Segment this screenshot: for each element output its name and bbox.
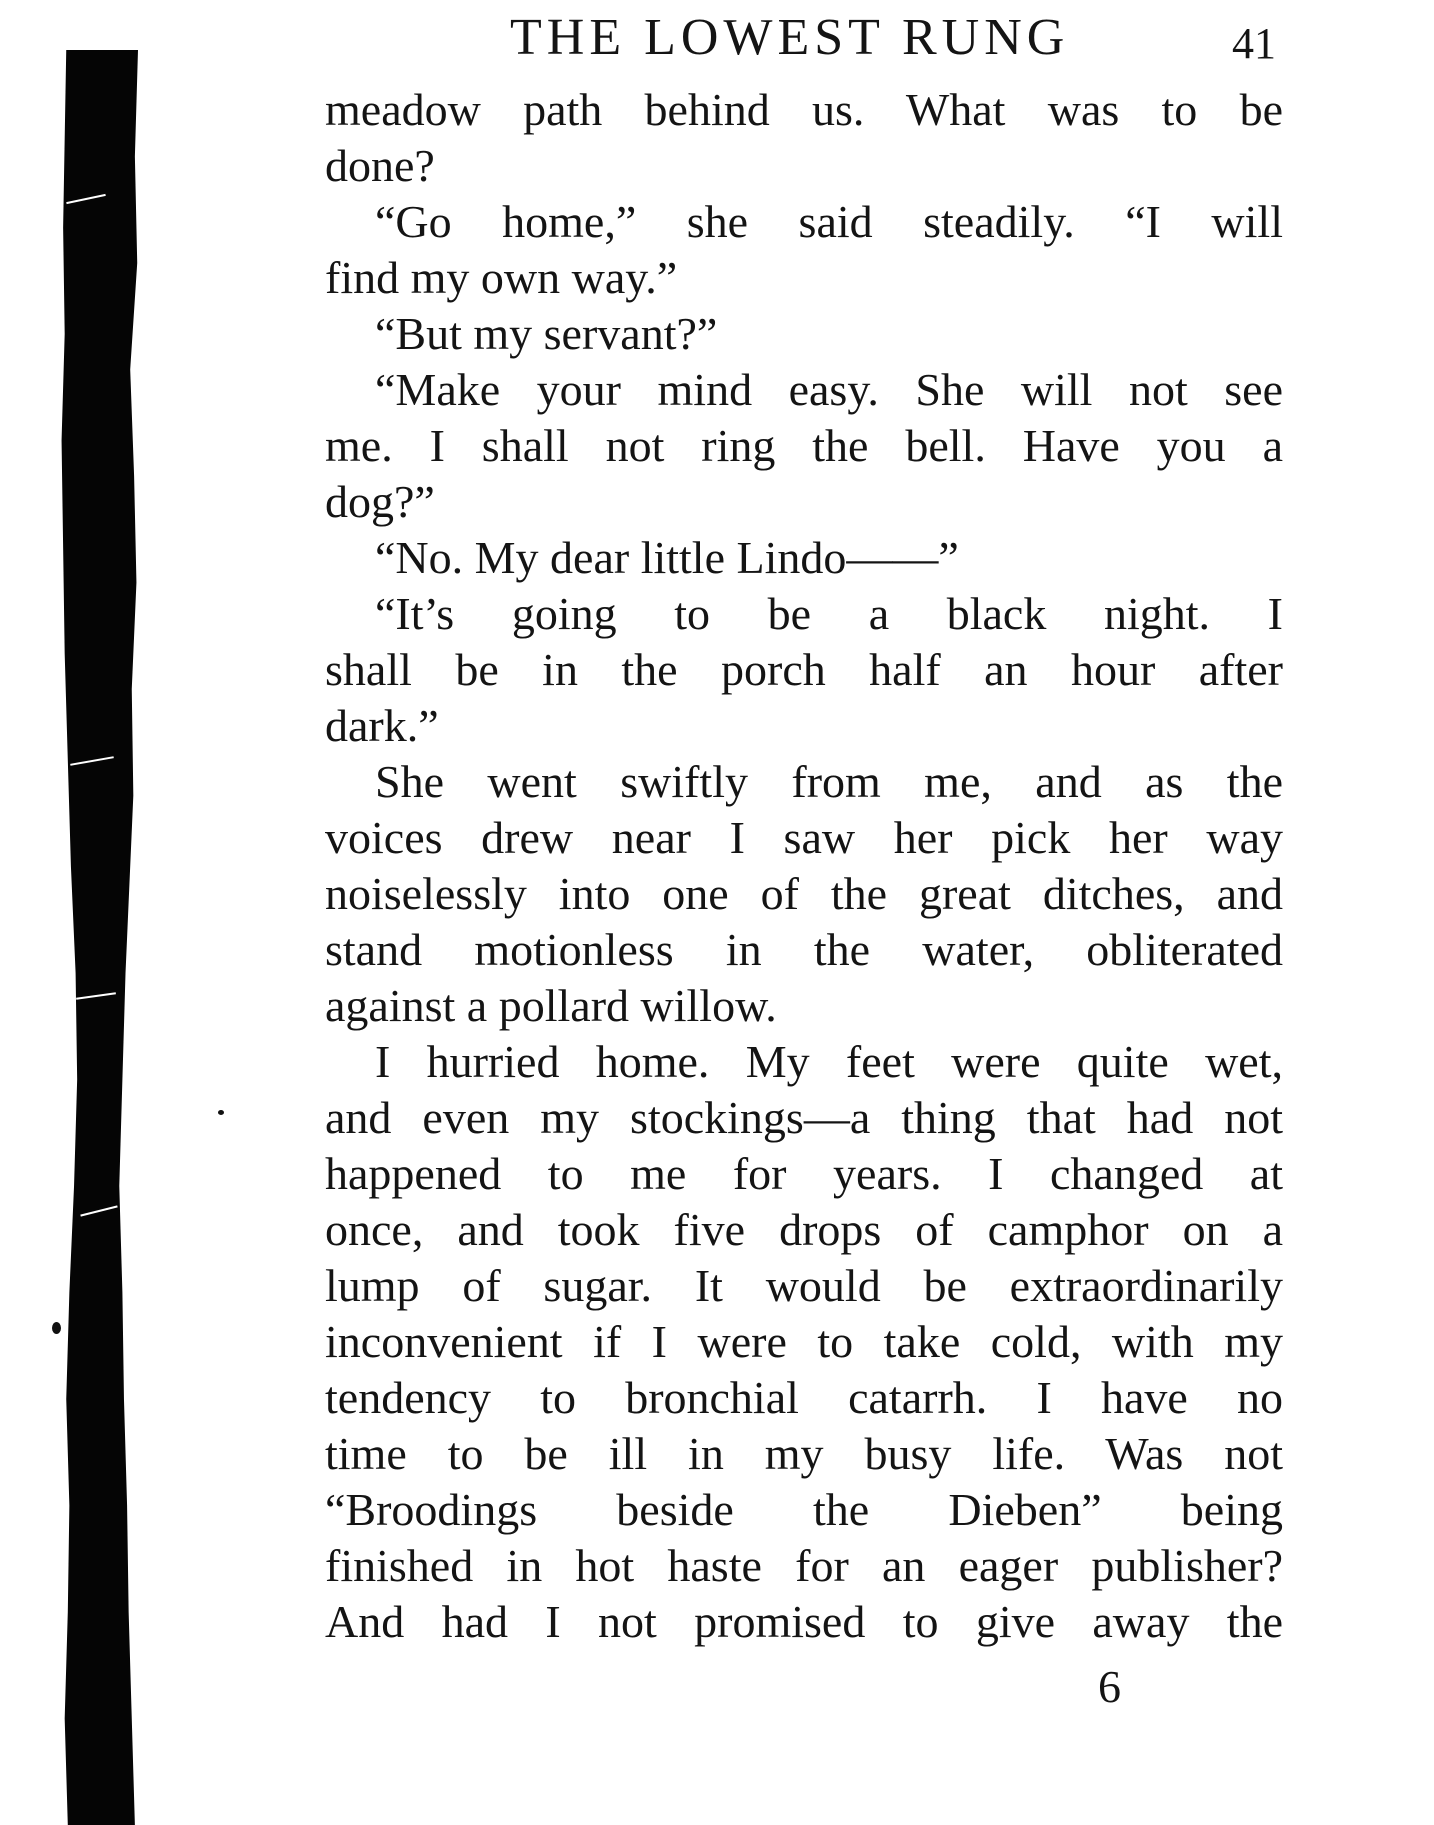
text-line: “Broodings beside the Dieben” being <box>325 1484 1283 1535</box>
text-line: noiselessly into one of the great ditches, and <box>325 868 1283 919</box>
page-number: 41 <box>1232 19 1276 68</box>
text-line: meadow path behind us. What was to be <box>325 84 1283 135</box>
text-line: lump of sugar. It would be extraordinarily <box>325 1260 1283 1311</box>
text-line: shall be in the porch half an hour after <box>325 644 1283 695</box>
text-line: “But my servant?” <box>375 308 718 359</box>
running-title: THE LOWEST RUNG <box>510 9 1070 66</box>
text-line: done? <box>325 140 435 191</box>
text-line: finished in hot haste for an eager publisher? <box>325 1540 1283 1591</box>
binding-shadow <box>60 50 138 1825</box>
text-line: “Go home,” she said steadily. “I will <box>375 196 1283 247</box>
text-line: I hurried home. My feet were quite wet, <box>375 1036 1283 1087</box>
text-line: time to be ill in my busy life. Was not <box>325 1428 1283 1479</box>
signature-mark: 6 <box>1098 1661 1121 1712</box>
text-line: voices drew near I saw her pick her way <box>325 812 1283 863</box>
ink-speck <box>52 1322 61 1334</box>
text-line: And had I not promised to give away the <box>325 1596 1283 1647</box>
text-line: inconvenient if I were to take cold, with my <box>325 1316 1283 1367</box>
text-line: and even my stockings—a thing that had not <box>325 1092 1283 1143</box>
text-line: find my own way.” <box>325 252 678 303</box>
text-line: against a pollard willow. <box>325 980 777 1031</box>
text-line: me. I shall not ring the bell. Have you a <box>325 420 1283 471</box>
text-line: “Make your mind easy. She will not see <box>375 364 1283 415</box>
text-line: dark.” <box>325 700 439 751</box>
text-line: “No. My dear little Lindo——” <box>375 532 959 583</box>
text-line: dog?” <box>325 476 435 527</box>
text-line: happened to me for years. I changed at <box>325 1148 1283 1199</box>
body-text <box>325 82 1283 1650</box>
text-line: once, and took five drops of camphor on a <box>325 1204 1283 1255</box>
text-line: stand motionless in the water, obliterated <box>325 924 1283 975</box>
text-line: “It’s going to be a black night. I <box>375 588 1283 639</box>
text-line: She went swiftly from me, and as the <box>375 756 1283 807</box>
text-line: tendency to bronchial catarrh. I have no <box>325 1372 1283 1423</box>
ink-speck <box>218 1110 224 1115</box>
